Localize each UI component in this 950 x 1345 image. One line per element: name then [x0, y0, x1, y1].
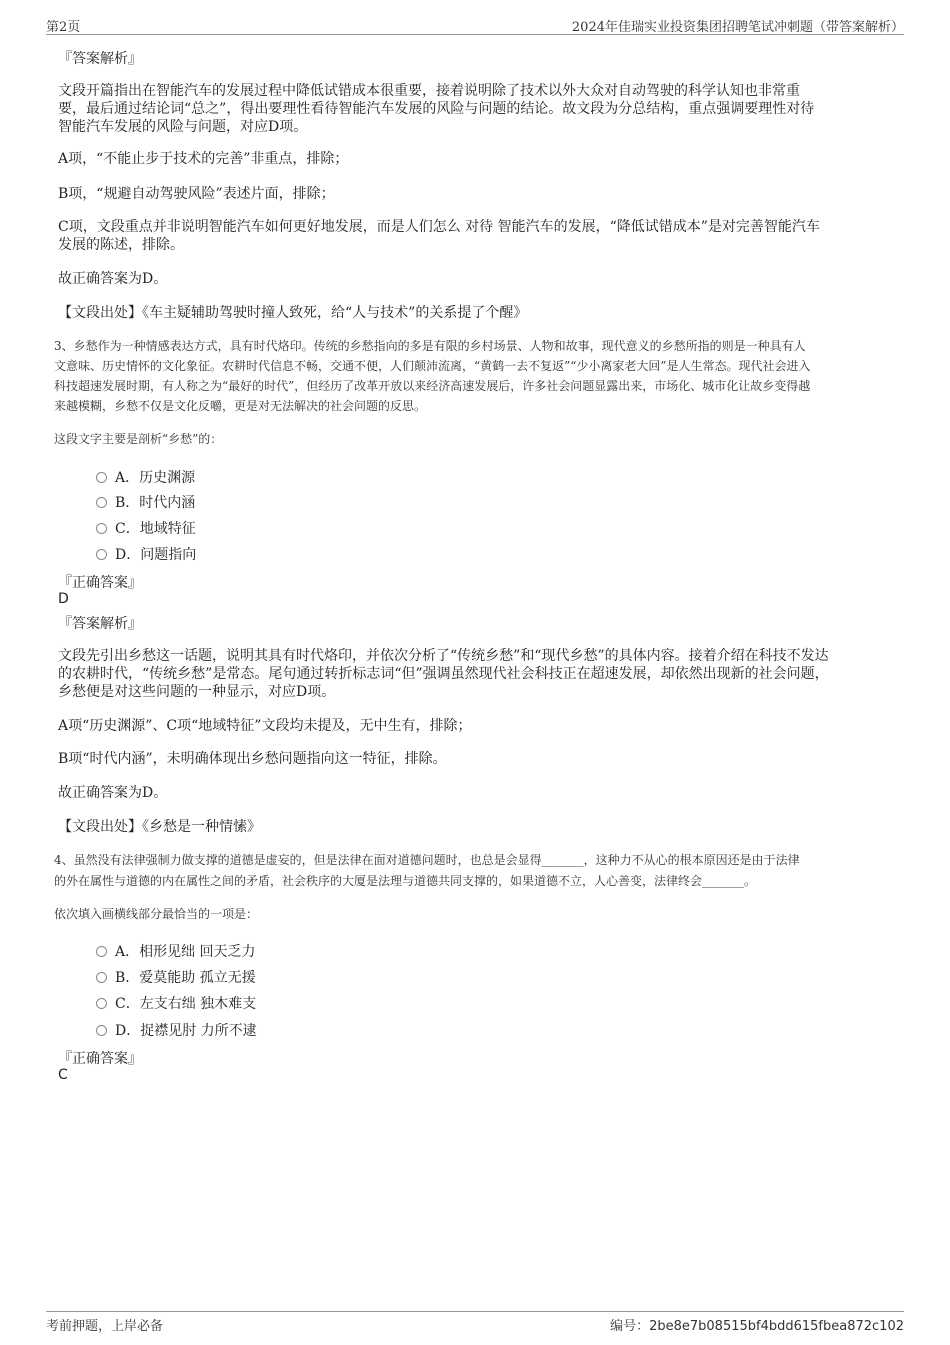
- q2-analysis-line3: 智能汽车发展的风险与问题，对应D项。: [58, 119, 308, 135]
- q2-conclusion: 故正确答案为D。: [58, 271, 168, 287]
- q4-option-a-label: A．相形见绌 回天乏力: [115, 944, 256, 960]
- q3-question: 这段文字主要是剖析“乡愁”的：: [54, 432, 223, 446]
- q3-option-b-note: B项“时代内涵”，未明确体现出乡愁问题指向这一特征，排除。: [58, 751, 447, 767]
- q3-option-c-label: C．地域特征: [115, 521, 196, 537]
- q4-answer: C: [58, 1067, 68, 1083]
- document-id-label: 编号：: [610, 1319, 650, 1334]
- q3-stem-line4: 来越模糊，乡愁不仅是文化反嚼，更是对无法解决的社会问题的反思。: [54, 399, 427, 413]
- q3-option-b-label: B．时代内涵: [115, 495, 196, 511]
- q4-answer-label: 『正确答案』: [58, 1051, 142, 1067]
- footer-slogan: 考前押题，上岸必备: [46, 1319, 164, 1334]
- q3-stem-line1: 3、乡愁作为一种情感表达方式，具有时代烙印。传统的乡愁指向的多是有限的乡村场景、人物和故事，现代意义的乡愁所指的则是一种具有人: [54, 339, 806, 353]
- q2-option-c-note-line2: 发展的陈述，排除。: [58, 237, 184, 253]
- radio-icon[interactable]: [96, 523, 107, 534]
- radio-icon[interactable]: [96, 946, 107, 957]
- q3-answer: D: [58, 591, 69, 607]
- q3-option-c[interactable]: [96, 518, 196, 538]
- document-id-value: 2be8e7b08515bf4bdd615fbea872c102: [649, 1319, 904, 1334]
- q3-option-d-label: D．问题指向: [115, 547, 197, 563]
- q4-option-c[interactable]: [96, 993, 256, 1013]
- q2-option-a-note: A项，“不能止步于技术的完善”非重点，排除；: [58, 151, 349, 167]
- q3-stem-line2: 文意味、历史情怀的文化象征。农耕时代信息不畅，交通不便，人们颠沛流离，“黄鹤一去不复返”“少小离家老大回”是人生常态。现代社会进入: [54, 359, 811, 373]
- q4-question: 依次填入画横线部分最恰当的一项是：: [54, 907, 259, 921]
- q3-source: 【文段出处】《乡愁是一种情愫》: [58, 819, 261, 835]
- q2-analysis-line2: 要，最后通过结论词“总之”，得出要理性看待智能汽车发展的风险与问题的结论。故文段为分总结构，重点强调要理性对待: [58, 101, 815, 117]
- q4-option-b[interactable]: [96, 967, 256, 987]
- q2-option-c-note-line1: C项，文段重点并非说明智能汽车如何更好地发展，而是人们怎么 对待 智能汽车的发展，“降低试错成本”是对完善智能汽车: [58, 219, 820, 235]
- q4-option-b-label: B．爱莫能助 孤立无援: [115, 970, 256, 986]
- radio-icon[interactable]: [96, 472, 107, 483]
- q3-option-ac-note: A项“历史渊源”、C项“地域特征”文段均未提及，无中生有，排除；: [58, 718, 472, 734]
- q3-stem-line3: 科技超速发展时期，有人称之为“最好的时代”，但经历了改革开放以来经济高速发展后，许多社会问题显露出来，市场化、城市化让故乡变得越: [54, 379, 811, 393]
- q3-analysis-label: 『答案解析』: [58, 616, 142, 632]
- q4-stem-line2: 的外在属性与道德的内在属性之间的矛盾，社会秩序的大厦是法理与道德共同支撑的，如果道德不立，人心善变，法律终会_______。: [54, 874, 757, 888]
- radio-icon[interactable]: [96, 549, 107, 560]
- document-title: 2024年佳瑞实业投资集团招聘笔试冲刺题（带答案解析）: [571, 20, 904, 35]
- q3-option-b[interactable]: [96, 492, 195, 512]
- page-footer: [46, 1311, 904, 1336]
- q3-answer-label: 『正确答案』: [58, 575, 142, 591]
- q2-option-b-note: B项，“规避自动驾驶风险”表述片面，排除；: [58, 186, 335, 202]
- page-header: [46, 14, 904, 35]
- q4-option-d-label: D．捉襟见肘 力所不逮: [115, 1023, 257, 1039]
- document-id: [610, 1315, 904, 1334]
- page-number: 第2页: [46, 20, 81, 35]
- q3-option-a-label: A．历史渊源: [115, 470, 196, 486]
- q4-stem-line1: 4、虽然没有法律强制力做支撑的道德是虚妄的，但是法律在面对道德问题时，也总是会显得_______，这种力不从心的根本原因还是由于法律: [54, 853, 800, 867]
- radio-icon[interactable]: [96, 1025, 107, 1036]
- q2-source: 【文段出处】《车主疑辅助驾驶时撞人致死，给“人与技术”的关系提了个醒》: [58, 305, 528, 321]
- q4-option-d[interactable]: [96, 1020, 257, 1040]
- q3-option-d[interactable]: [96, 544, 196, 564]
- q3-analysis-line3: 乡愁便是对这些问题的一种显示，对应D项。: [58, 684, 336, 700]
- radio-icon[interactable]: [96, 972, 107, 983]
- q4-option-a[interactable]: [96, 941, 256, 961]
- q3-option-a[interactable]: [96, 467, 195, 487]
- radio-icon[interactable]: [96, 998, 107, 1009]
- q3-analysis-line2: 的农耕时代，“传统乡愁”是常态。尾句通过转折标志词“但”强调虽然现代社会科技正在超速发展，却依然出现新的社会问题，: [58, 666, 829, 682]
- q3-analysis-line1: 文段先引出乡愁这一话题，说明其具有时代烙印，并依次分析了“传统乡愁”和“现代乡愁”的具体内容。接着介绍在科技不发达: [58, 648, 829, 664]
- q2-analysis-label: 『答案解析』: [58, 51, 142, 67]
- q2-analysis-line1: 文段开篇指出在智能汽车的发展过程中降低试错成本很重要，接着说明除了技术以外大众对自动驾驶的科学认知也非常重: [58, 83, 800, 99]
- q3-conclusion: 故正确答案为D。: [58, 785, 168, 801]
- radio-icon[interactable]: [96, 497, 107, 508]
- q4-option-c-label: C．左支右绌 独木难支: [115, 996, 257, 1012]
